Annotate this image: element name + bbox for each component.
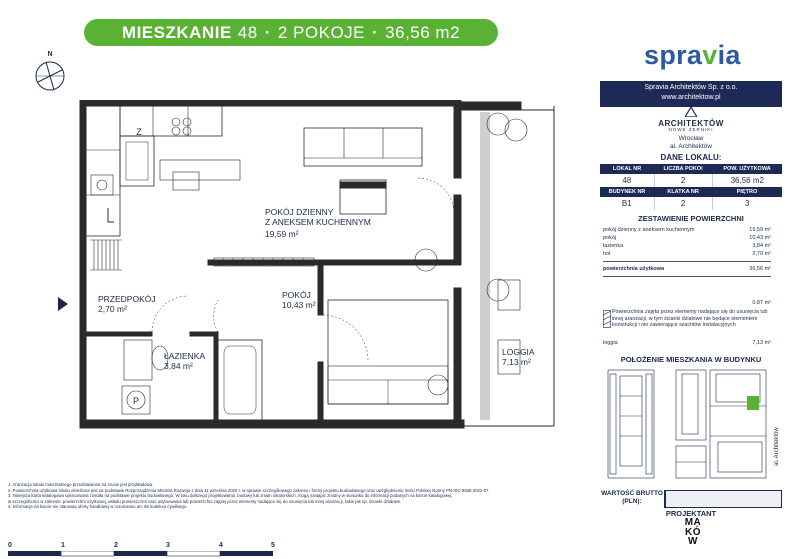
scale-bar [8, 551, 278, 557]
loggia-row: loggia 7,13 m² [603, 340, 771, 346]
scale-label: 1 [61, 542, 65, 549]
dane-value: 2 [654, 197, 712, 210]
wartosc-label: WARTOŚĆ BRUTTO (PLN): [600, 490, 665, 508]
living-room-label: POKÓJ DZIENNY Z ANEKSEM KUCHENNYM 19,59 m² [265, 207, 371, 239]
note-line: 3. Niniejsza karta katalogowa opracowana została na podstawie projektu budowlanego. W toku dalszego projektowania, budowy lub zmian lokatorskich, mogą nastąpić zmiany w stosunku do informacji podanych na karcie katalogowej, [8, 493, 453, 499]
title-apartment: MIESZKANIE [121, 22, 232, 42]
scale-label: 3 [166, 542, 170, 549]
notes [8, 482, 583, 510]
note-line: w szczególności w zakresie: powierzchni użytkowej, układu pomieszczeń oraz usytuowania lub powierzchni zajętej przez elementy nadające się do usunięcia lub innej aranżacji, takie jak np. ścianki działowe. [8, 498, 402, 504]
divider [603, 276, 771, 277]
bathroom-label: ŁAZIENKA 3,84 m² [164, 351, 206, 371]
zestawienie-total: powierzchnia użytkowa 36,56 m² [603, 266, 771, 272]
title-area: 36,56 m2 [385, 22, 461, 42]
zestawienie-row: hol 2,70 m² [603, 251, 771, 257]
projektant-title: PROJEKTANT [665, 509, 717, 518]
fridge-letter: Z [136, 127, 142, 137]
street-label: al. Architektów [774, 427, 780, 466]
polozenie-title: POŁOŻENIE MIESZKANIA W BUDYNKU [620, 355, 762, 364]
architekt-city: Wrocław [678, 135, 704, 142]
architekt-block [600, 107, 782, 151]
dane-header: POW. UŻYTKOWA [712, 164, 782, 174]
title-rooms: 2 POKOJE [277, 22, 365, 42]
title-number: 48 [237, 22, 258, 42]
bedroom-label: POKÓJ 10,43 m² [282, 290, 316, 310]
title-separator: · [372, 22, 379, 42]
spravia-logo: spravia [644, 40, 741, 70]
dane-title: DANE LOKALU: [660, 153, 722, 162]
architekt-street: al. Architektów [670, 143, 712, 150]
title-separator: · [264, 22, 271, 42]
entrance-arrow-icon [58, 297, 70, 311]
dane-header: PIĘTRO [712, 187, 782, 197]
dane-value: 36,56 m2 [712, 174, 782, 187]
hall-label: PRZEDPOKÓJ 2,70 m² [98, 294, 156, 314]
excluded-value: 0,87 m² [752, 300, 771, 306]
makow-logo: MA KÓ W [684, 517, 702, 547]
dane-value: 3 [712, 197, 782, 210]
zestawienie-row: pokój 10,43 m² [603, 235, 771, 241]
hatch-legend-icon [603, 310, 611, 328]
company-banner [600, 81, 782, 107]
dane-header: BUDYNEK NR [600, 187, 654, 197]
note-line: 1. Aranżacja lokalu mieszkalnego przedstawiona na rzucie jest przykładowa. [8, 482, 154, 487]
dane-value: 2 [654, 174, 712, 187]
dane-header: LOKAL NR [600, 164, 654, 174]
scale-label: 0 [8, 542, 12, 549]
zestawienie-row: łazienka 3,84 m² [603, 243, 771, 249]
zestawienie-row: pokój dzienny z aneksem kuchennym 19,59 m² [603, 227, 771, 233]
excluded-description: Powierzchnia zajęta przez elementy nadające się do usunięcia lub innej aranżacji, w tym ścianki działowe nie będące elementem konstrukcji i nie zawierające szachtów instalacyjnych [612, 309, 768, 329]
loggia-label: LOGGIA 7,13 m² [502, 347, 535, 367]
company-url: www.architektow.pl [661, 94, 721, 101]
architekt-sub: NOWE ŻERNIKI [668, 127, 714, 132]
title-banner [84, 19, 498, 46]
floor-plan [78, 100, 568, 432]
divider [603, 261, 771, 262]
wartosc-box [600, 490, 782, 508]
dane-value: 48 [622, 176, 632, 185]
zestawienie-title: ZESTAWIENIE POWIERZCHNI [638, 214, 744, 223]
wartosc-value [665, 490, 782, 508]
dane-value: B1 [621, 199, 632, 208]
compass-icon [28, 48, 72, 96]
architekt-name: ARCHITEKTÓW [658, 119, 724, 128]
note-line: 4. Informacje na karcie nie stanowią oferty handlowej w rozumieniu art. 66 kodeksu cywilnego. [8, 504, 188, 510]
scale-label: 4 [219, 542, 223, 549]
note-line: 2. Powierzchnia użytkowa lokalu określona jest na podstawie Rozporządzenia Ministra Rozwoju z dnia 11 września 2020 r. w sprawie szczegółowego zakresu i formy projektu budowlanego oraz uwzględnieniu treści Polskiej Normy PN-ISO 9836:2022-07. [8, 487, 490, 493]
building-location-map [606, 366, 782, 484]
dane-table [600, 164, 782, 210]
architekt-logo-icon [685, 107, 697, 117]
dane-header: LICZBA POKOI [654, 164, 712, 174]
dane-header: KLATKA NR [654, 187, 712, 197]
scale-label: 2 [114, 542, 118, 549]
scale-label: 5 [271, 542, 275, 549]
compass-label: N [47, 51, 53, 58]
washer-letter: P [132, 396, 140, 406]
company-name: Spravia Architektów Sp. z o.o. [644, 84, 738, 91]
